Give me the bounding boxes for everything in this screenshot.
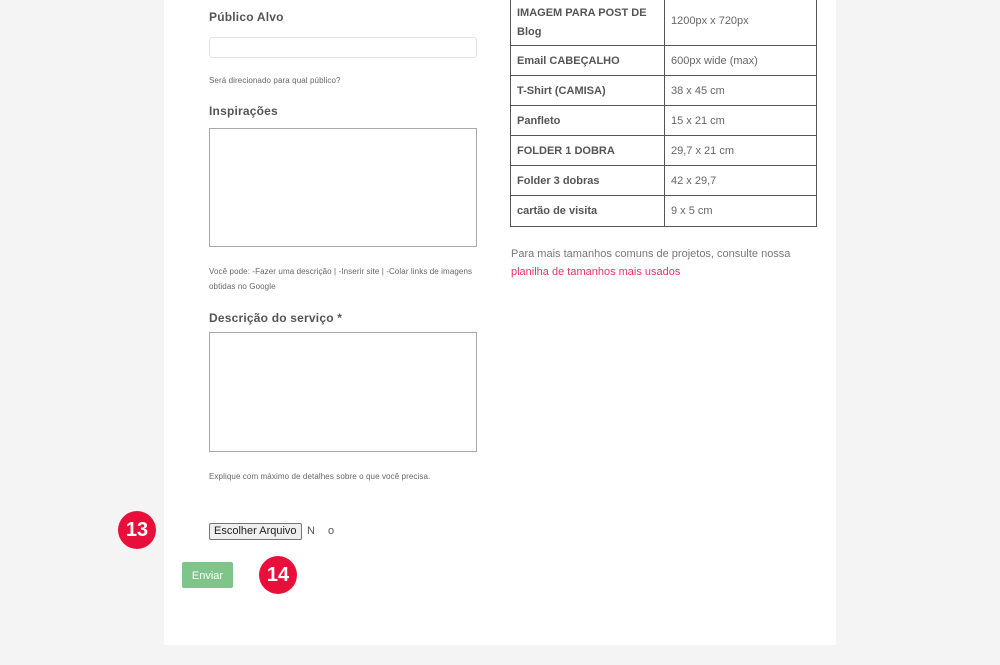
publico-alvo-help: Será direcionado para qual público? (209, 76, 341, 85)
size-item-cell: Panfleto (511, 106, 665, 136)
publico-alvo-label: Público Alvo (209, 10, 284, 24)
size-item-cell: cartão de visita (511, 196, 665, 227)
descricao-label (209, 311, 342, 325)
descricao-help: Explique com máximo de detalhes sobre o que você precisa. (209, 472, 431, 481)
annotation-badge-13: 13 (118, 511, 156, 549)
table-row (511, 136, 817, 166)
table-row (511, 166, 817, 196)
size-value-cell: 29,7 x 21 cm (665, 136, 817, 166)
inspiracoes-textarea[interactable] (209, 128, 477, 247)
size-item-cell: FOLDER 1 DOBRA (511, 136, 665, 166)
inspiracoes-help: Você pode: -Fazer uma descrição | -Inserir site | -Colar links de imagens obtidas no Google (209, 267, 473, 291)
table-row (511, 106, 817, 136)
table-row (511, 76, 817, 106)
submit-button[interactable]: Enviar (182, 562, 233, 588)
size-item-cell: T-Shirt (CAMISA) (511, 76, 665, 106)
choose-file-button[interactable]: Escolher Arquivo (209, 523, 302, 540)
publico-alvo-input[interactable] (209, 37, 477, 58)
required-mark: * (337, 311, 343, 325)
file-status-text: N o (307, 525, 340, 537)
descricao-textarea[interactable] (209, 332, 477, 452)
sizes-note (511, 245, 821, 281)
size-item-cell: Folder 3 dobras (511, 166, 665, 196)
size-value-cell: 600px wide (max) (665, 46, 817, 76)
sizes-table (510, 0, 817, 227)
annotation-badge-14: 14 (259, 556, 297, 594)
inspiracoes-label: Inspirações (209, 104, 278, 118)
sizes-sheet-link[interactable]: planilha de tamanhos mais usados (511, 266, 681, 278)
form-page (164, 0, 836, 645)
descricao-label-text: Descrição do serviço (209, 311, 334, 325)
size-value-cell: 9 x 5 cm (665, 196, 817, 227)
size-value-cell: 42 x 29,7 (665, 166, 817, 196)
size-item-cell: Email CABEÇALHO (511, 46, 665, 76)
table-row (511, 46, 817, 76)
table-row (511, 196, 817, 227)
size-value-cell: 38 x 45 cm (665, 76, 817, 106)
table-row (511, 0, 817, 46)
size-value-cell: 15 x 21 cm (665, 106, 817, 136)
sizes-note-text: Para mais tamanhos comuns de projetos, consulte nossa (511, 248, 791, 260)
size-value-cell: 1200px x 720px (665, 0, 817, 46)
size-item-cell: IMAGEM PARA POST DE Blog (511, 0, 665, 46)
